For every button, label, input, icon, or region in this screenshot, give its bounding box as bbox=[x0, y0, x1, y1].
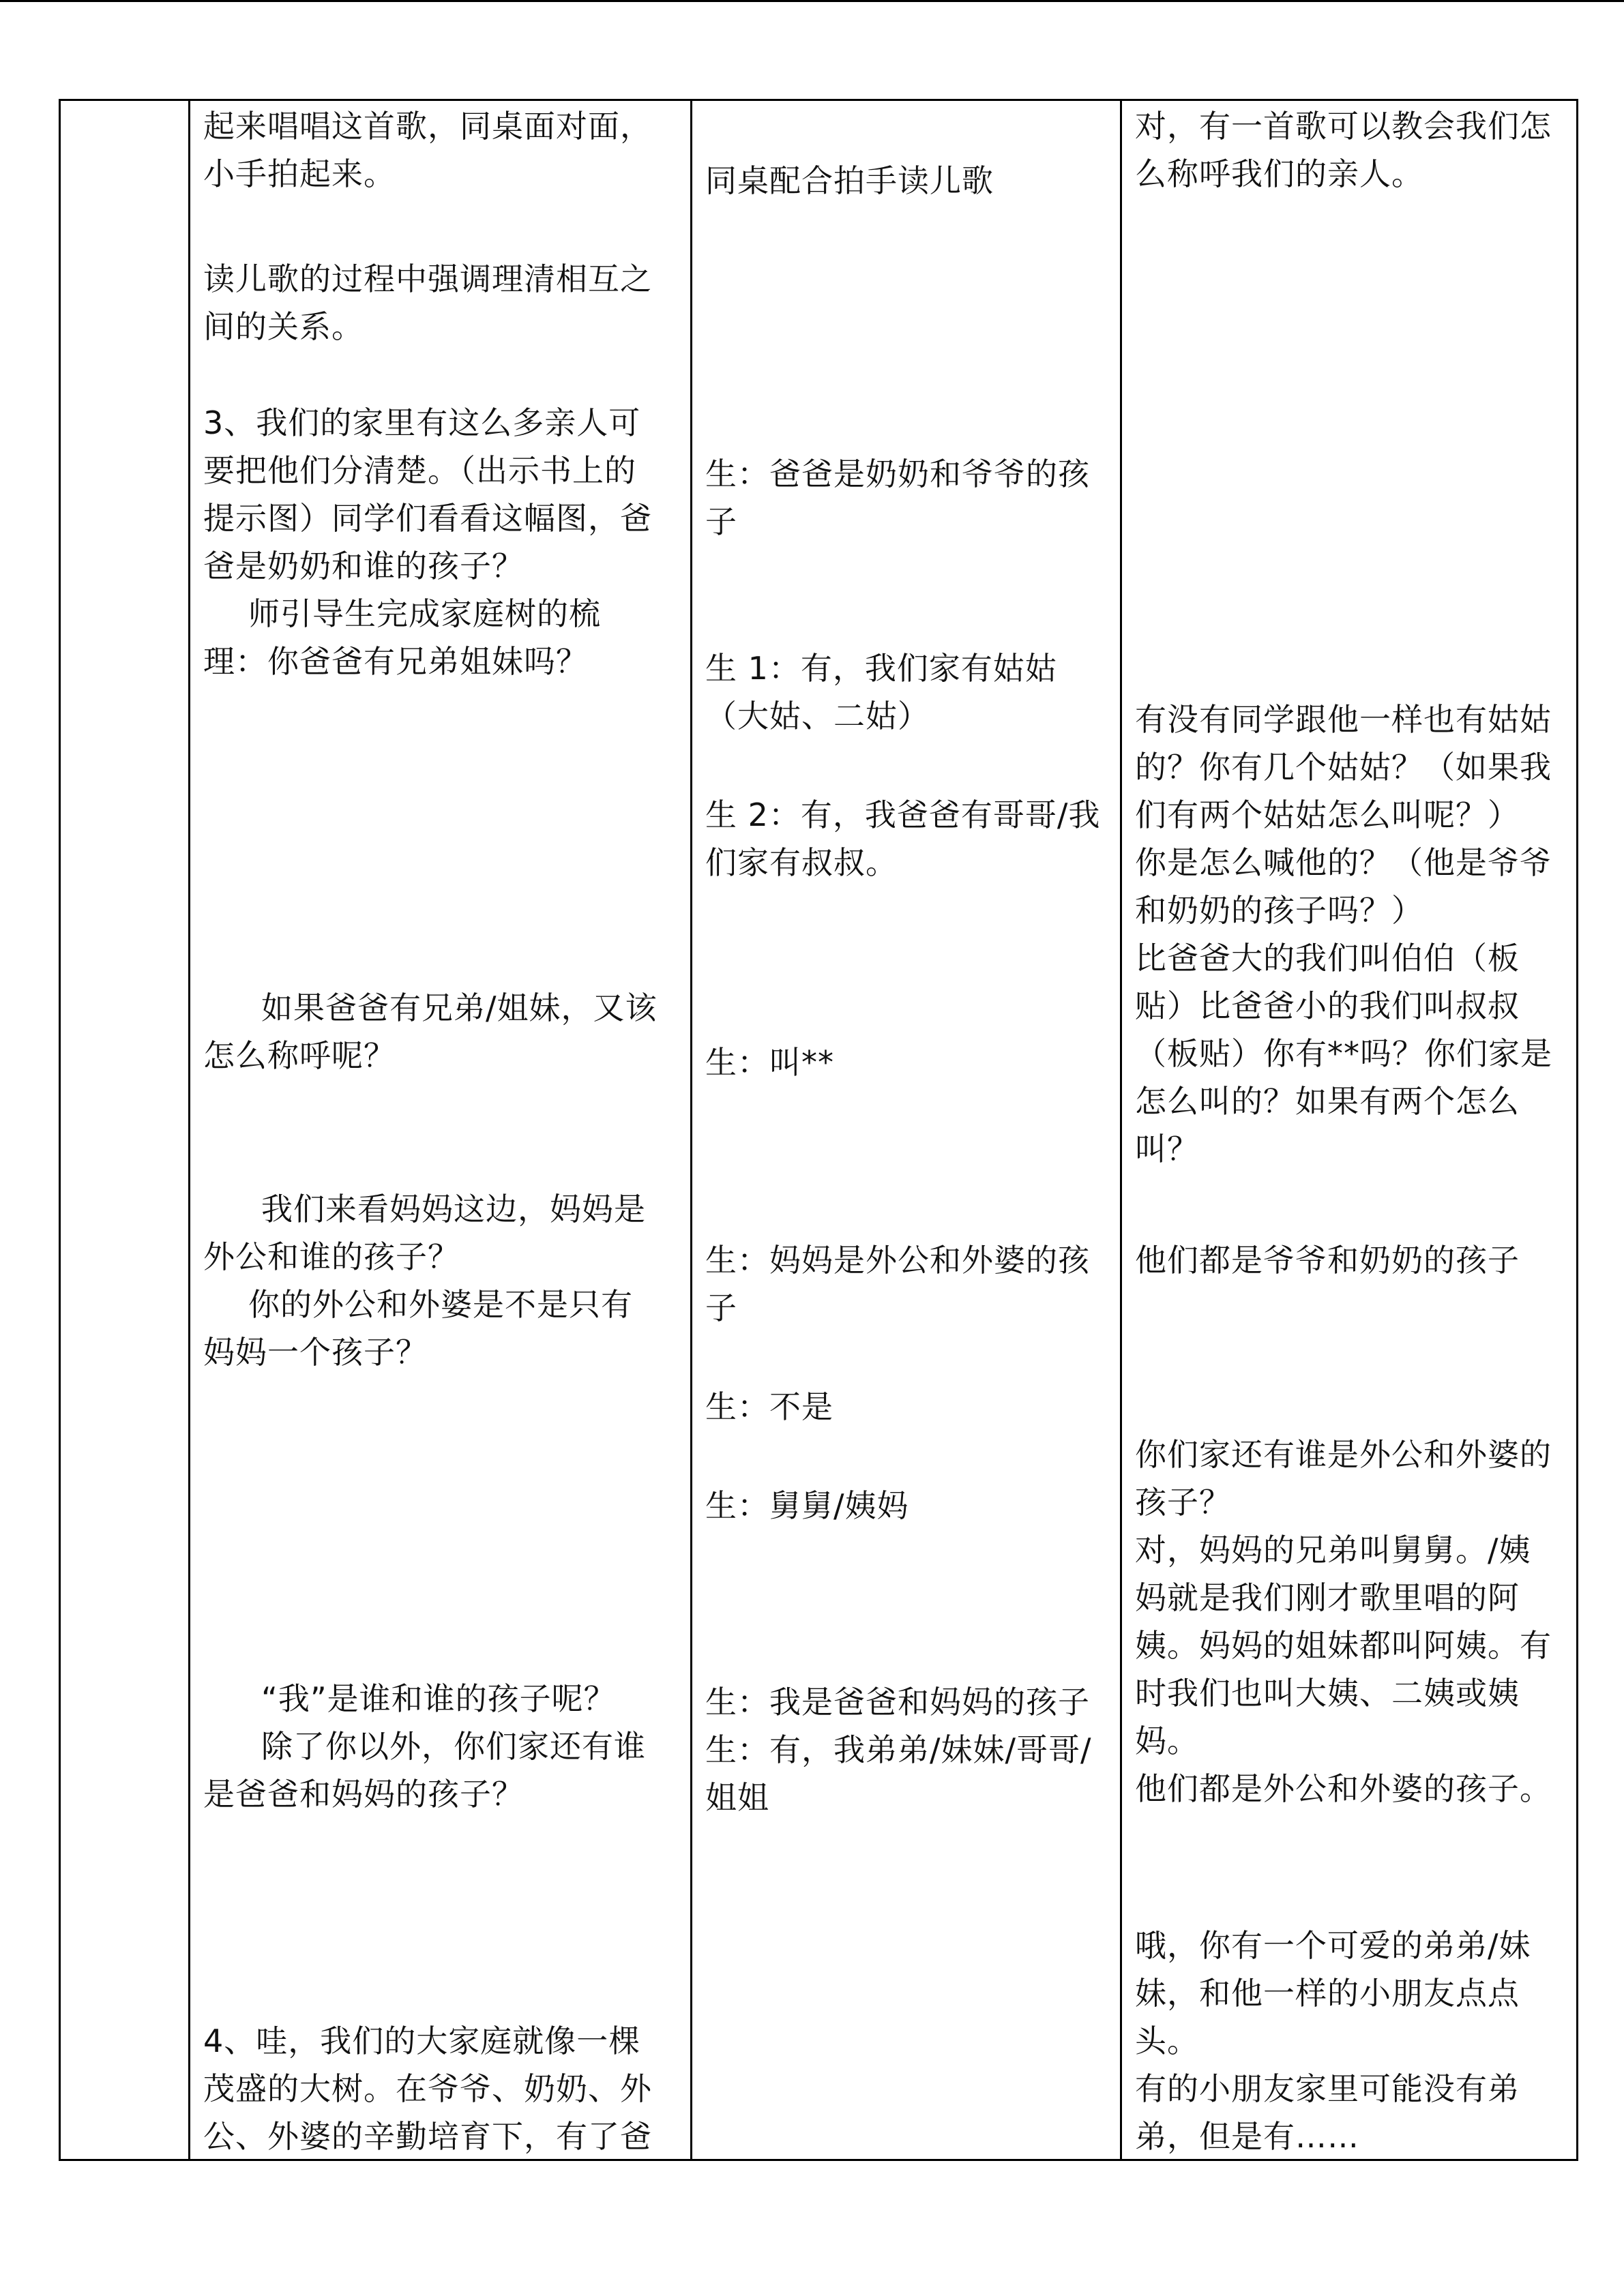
design-line: （板贴）你有**吗？你们家是 bbox=[1135, 1035, 1552, 1072]
teacher-line: 间的关系。 bbox=[203, 308, 364, 345]
student-line: 生：舅舅/姨妈 bbox=[705, 1487, 909, 1524]
teacher-line: 要把他们分清楚。（出示书上的 bbox=[203, 452, 636, 489]
student-line: 生：不是 bbox=[705, 1388, 833, 1425]
teacher-line: 茂盛的大树。在爷爷、奶奶、外 bbox=[203, 2070, 652, 2107]
teacher-line: 小手拍起来。 bbox=[203, 155, 396, 192]
teacher-line: “我”是谁和谁的孩子呢？ bbox=[261, 1680, 616, 1717]
student-line: 同桌配合拍手读儿歌 bbox=[705, 162, 994, 199]
teacher-line: 公、外婆的辛勤培育下，有了爸 bbox=[203, 2118, 652, 2155]
design-line: 有的小朋友家里可能没有弟 bbox=[1135, 2070, 1520, 2107]
design-line: 妈就是我们刚才歌里唱的阿 bbox=[1135, 1579, 1520, 1616]
student-line: 生 2：有，我爸爸有哥哥/我 bbox=[705, 796, 1101, 833]
design-line: 他们都是外公和外婆的孩子。 bbox=[1135, 1770, 1552, 1807]
design-line: 么称呼我们的亲人。 bbox=[1135, 155, 1423, 192]
design-line: 时我们也叫大姨、二姨或姨 bbox=[1135, 1675, 1520, 1712]
design-line: 妹，和他一样的小朋友点点 bbox=[1135, 1975, 1520, 2012]
student-line: 子 bbox=[705, 503, 737, 540]
student-line: 生：有，我弟弟/妹妹/哥哥/ bbox=[705, 1731, 1092, 1768]
design-line: 对，有一首歌可以教会我们怎 bbox=[1135, 108, 1552, 145]
teacher-line: 外公和谁的孩子？ bbox=[203, 1238, 460, 1275]
design-line: 对，妈妈的兄弟叫舅舅。/姨 bbox=[1135, 1532, 1531, 1568]
student-activity-column bbox=[692, 101, 1120, 2159]
design-line: 他们都是爷爷和奶奶的孩子 bbox=[1135, 1242, 1520, 1279]
student-line: 生：妈妈是外公和外婆的孩 bbox=[705, 1242, 1090, 1279]
student-line: 生：我是爸爸和妈妈的孩子 bbox=[705, 1684, 1090, 1720]
student-line: 生 1：有，我们家有姑姑 bbox=[705, 650, 1057, 687]
design-line: 叫？ bbox=[1135, 1131, 1199, 1167]
design-line: 和奶奶的孩子吗？） bbox=[1135, 892, 1423, 929]
teacher-line: 师引导生完成家庭树的梳 bbox=[248, 595, 601, 632]
student-line: 子 bbox=[705, 1289, 737, 1326]
teacher-line: 妈妈一个孩子？ bbox=[203, 1334, 428, 1371]
teacher-line: 除了你以外，你们家还有谁 bbox=[261, 1728, 646, 1765]
design-intent-column bbox=[1122, 101, 1576, 2159]
teacher-line: 是爸爸和妈妈的孩子？ bbox=[203, 1776, 524, 1813]
design-line: 你们家还有谁是外公和外婆的 bbox=[1135, 1436, 1552, 1473]
teacher-line: 3、我们的家里有这么多亲人可 bbox=[203, 404, 641, 441]
teacher-line: 起来唱唱这首歌，同桌面对面， bbox=[203, 108, 652, 145]
student-line: 生：爸爸是奶奶和爷爷的孩 bbox=[705, 456, 1090, 492]
design-line: 你是怎么喊他的？（他是爷爷 bbox=[1135, 844, 1552, 881]
teacher-line: 爸是奶奶和谁的孩子？ bbox=[203, 548, 524, 584]
teacher-line: 理：你爸爸有兄弟姐妹吗？ bbox=[203, 643, 588, 680]
design-line: 怎么叫的？如果有两个怎么 bbox=[1135, 1083, 1520, 1120]
teacher-line: 读儿歌的过程中强调理清相互之 bbox=[203, 260, 652, 297]
teacher-activity-column bbox=[190, 101, 690, 2159]
student-line: 生：叫** bbox=[705, 1044, 834, 1081]
teacher-line: 提示图）同学们看看这幅图，爸 bbox=[203, 500, 652, 537]
design-line: 头。 bbox=[1135, 2023, 1199, 2059]
design-line: 孩子？ bbox=[1135, 1484, 1231, 1521]
teacher-line: 我们来看妈妈这边，妈妈是 bbox=[261, 1191, 646, 1227]
design-line: 哦，你有一个可爱的弟弟/妹 bbox=[1135, 1927, 1531, 1964]
design-line: 有没有同学跟他一样也有姑姑 bbox=[1135, 701, 1552, 738]
teacher-line: 怎么称呼呢？ bbox=[203, 1037, 396, 1074]
design-line: 弟，但是有…… bbox=[1135, 2118, 1359, 2155]
design-line: 姨。妈妈的姐妹都叫阿姨。有 bbox=[1135, 1627, 1552, 1664]
design-line: 贴）比爸爸小的我们叫叔叔 bbox=[1135, 987, 1520, 1024]
design-line: 妈。 bbox=[1135, 1723, 1199, 1759]
lesson-plan-table bbox=[59, 99, 1578, 2161]
student-line: 们家有叔叔。 bbox=[705, 844, 898, 881]
page-top-rule bbox=[0, 0, 1624, 2]
design-line: 们有两个姑姑怎么叫呢？） bbox=[1135, 796, 1520, 833]
student-line: （大姑、二姑） bbox=[705, 698, 930, 734]
design-line: 比爸爸大的我们叫伯伯（板 bbox=[1135, 940, 1520, 976]
teacher-line: 你的外公和外婆是不是只有 bbox=[248, 1286, 633, 1323]
design-line: 的？你有几个姑姑？（如果我 bbox=[1135, 749, 1552, 786]
teacher-line: 4、哇，我们的大家庭就像一棵 bbox=[203, 2023, 641, 2059]
teacher-line: 如果爸爸有兄弟/姐妹，又该 bbox=[261, 989, 658, 1026]
label-column bbox=[61, 101, 188, 2159]
student-line: 姐姐 bbox=[705, 1779, 769, 1816]
